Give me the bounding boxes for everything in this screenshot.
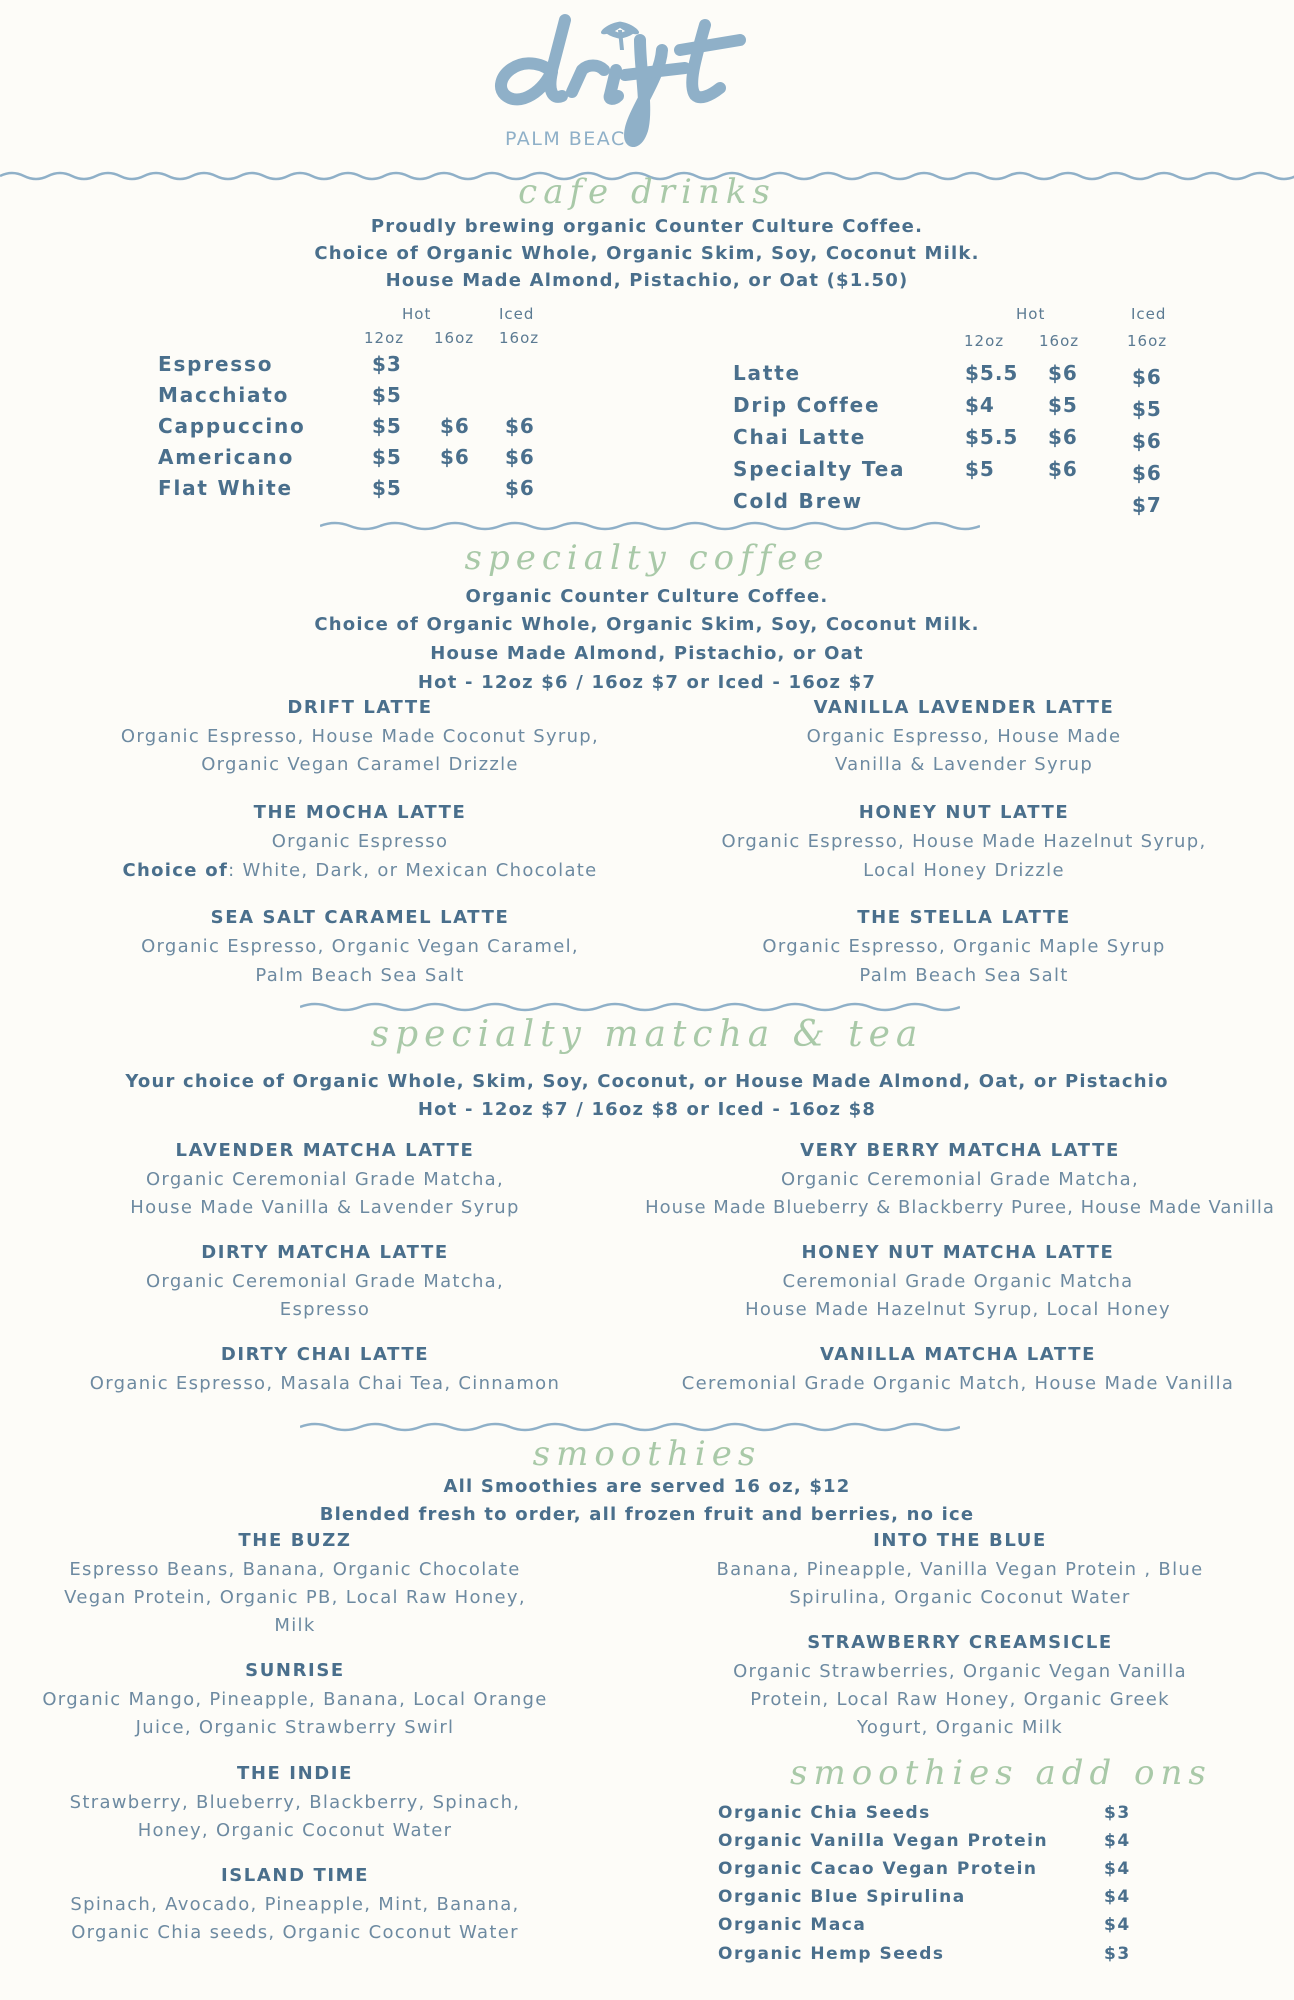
smoothies-heading: smoothies [532,1434,762,1474]
addon-name: Organic Hemp Seeds [718,1944,945,1964]
item-desc-line: Organic Espresso, House Made [806,726,1122,747]
specialty-coffee-heading: specialty coffee [464,538,830,578]
item-title: INTO THE BLUE [873,1530,1047,1551]
item-desc-line [60,857,660,885]
drink-name: Flat White [158,476,293,500]
smoothies-intro-line-2: Blended fresh to order, all frozen fruit and berries, no ice [319,1504,975,1525]
item-title: STRAWBERRY CREAMSICLE [807,1632,1113,1653]
item-desc-line: Organic Espresso, House Made Hazelnut Syrup, [721,831,1207,852]
item-title: VERY BERRY MATCHA LATTE [800,1140,1120,1161]
item-title: SUNRISE [245,1660,345,1681]
item-desc-line: Organic Espresso, House Made Coconut Syrup, [120,726,600,747]
right-hot-header: Hot [1016,305,1046,323]
left-hot-header: Hot [402,305,432,323]
price-hot-12: $5 [372,445,402,469]
price-iced-16: $6 [1132,365,1162,389]
price-hot-12: $5 [372,383,402,407]
coffee-intro-line-4: Hot - 12oz $6 / 16oz $7 or Iced - 16oz $7 [417,672,877,693]
price-hot-16: $6 [1048,457,1078,481]
item-desc-line: Organic Espresso, Masala Chai Tea, Cinnamon [89,1373,561,1394]
drink-name: Cold Brew [733,489,863,513]
item-desc-line: Organic Espresso, Organic Maple Syrup [762,936,1166,957]
right-hot-16oz: 16oz [1039,332,1080,350]
drink-name: Latte [733,361,801,385]
item-desc-line: Strawberry, Blueberry, Blackberry, Spinach, [69,1792,521,1813]
drink-name: Specialty Tea [733,457,906,481]
left-iced-header: Iced [499,305,535,323]
left-hot-12oz: 12oz [364,329,405,347]
addon-price: $4 [1104,1887,1131,1907]
smoothies-intro-line-1: All Smoothies are served 16 oz, $12 [443,1476,851,1497]
price-hot-12: $4 [965,393,995,417]
addon-price: $4 [1104,1831,1131,1851]
item-desc-line: Organic Strawberries, Organic Vegan Vanilla [733,1661,1187,1682]
left-iced-16oz: 16oz [499,329,540,347]
addons-heading: smoothies add ons [790,1753,1212,1793]
item-title: HONEY NUT LATTE [858,802,1070,823]
price-hot-12: $5.5 [965,361,1019,385]
item-desc-line: Protein, Local Raw Honey, Organic Greek [750,1689,1170,1710]
item-desc-line: House Made Vanilla & Lavender Syrup [130,1197,520,1218]
item-title: VANILLA LAVENDER LATTE [813,697,1115,718]
coffee-intro-line-1: Organic Counter Culture Coffee. [465,586,829,607]
item-title: VANILLA MATCHA LATTE [819,1344,1096,1365]
cafe-drinks-heading: cafe drinks [518,172,776,212]
price-hot-12: $5 [965,457,995,481]
item-title: DRIFT LATTE [287,697,433,718]
item-desc-line: Vanilla & Lavender Syrup [834,754,1094,775]
item-title: ISLAND TIME [220,1865,370,1886]
price-hot-16: $5 [1048,393,1078,417]
wave-divider [320,518,980,534]
drink-name: Americano [158,445,295,469]
item-desc-line: House Made Hazelnut Syrup, Local Honey [745,1299,1171,1320]
left-hot-16oz: 16oz [434,329,475,347]
price-hot-16: $6 [1048,425,1078,449]
addon-name: Organic Chia Seeds [718,1803,931,1823]
item-desc-line: Organic Ceremonial Grade Matcha, [145,1271,505,1292]
choice-of-label: Choice of [122,860,229,881]
matcha-intro-line-1: Your choice of Organic Whole, Skim, Soy, Coconut, or House Made Almond, Oat, or Pistachio [125,1071,1169,1092]
price-hot-16: $6 [440,445,470,469]
item-title: THE INDIE [236,1763,353,1784]
item-title: LAVENDER MATCHA LATTE [175,1140,475,1161]
item-desc-line: Organic Vegan Caramel Drizzle [201,754,519,775]
location-label: PALM BEACH [505,128,642,150]
price-hot-12: $5.5 [965,425,1019,449]
item-desc-line: Yogurt, Organic Milk [856,1717,1064,1738]
choice-of-text: : White, Dark, or Mexican Chocolate [228,860,598,881]
item-desc-line: Vegan Protein, Organic PB, Local Raw Honey, [64,1587,526,1608]
addon-price: $3 [1104,1803,1131,1823]
price-iced-16: $6 [1132,429,1162,453]
drink-name: Macchiato [158,383,290,407]
drink-name: Cappuccino [158,414,306,438]
item-desc-line: Banana, Pineapple, Vanilla Vegan Protein , Blue [716,1559,1204,1580]
addon-name: Organic Cacao Vegan Protein [718,1859,1038,1879]
price-iced-16: $6 [1132,461,1162,485]
item-desc-line: Organic Ceremonial Grade Matcha, [780,1169,1140,1190]
addon-price: $4 [1104,1859,1131,1879]
item-desc-line: Honey, Organic Coconut Water [137,1820,453,1841]
matcha-heading: specialty matcha & tea [370,1014,924,1055]
price-iced-16: $6 [505,414,535,438]
item-desc-line: Palm Beach Sea Salt [859,965,1069,986]
matcha-intro-line-2: Hot - 12oz $7 / 16oz $8 or Iced - 16oz $8 [417,1099,877,1120]
item-desc-line: Local Honey Drizzle [863,860,1065,881]
price-iced-16: $6 [505,445,535,469]
cafe-intro-line-2: Choice of Organic Whole, Organic Skim, Soy, Coconut Milk. [314,243,980,264]
right-iced-header: Iced [1131,305,1167,323]
item-desc-line: Organic Mango, Pineapple, Banana, Local Orange [42,1689,548,1710]
item-desc-line: Spinach, Avocado, Pineapple, Mint, Banana, [70,1894,520,1915]
price-hot-12: $3 [372,352,402,376]
price-hot-16: $6 [1048,361,1078,385]
cafe-intro-line-3: House Made Almond, Pistachio, or Oat ($1.50) [385,270,909,291]
right-hot-12oz: 12oz [964,332,1005,350]
addon-price: $3 [1104,1944,1131,1964]
price-hot-16: $6 [440,414,470,438]
right-iced-16oz: 16oz [1127,332,1168,350]
price-hot-12: $5 [372,414,402,438]
item-desc-line: Spirulina, Organic Coconut Water [789,1587,1131,1608]
item-desc-line: Espresso Beans, Banana, Organic Chocolate [69,1559,521,1580]
item-title: THE BUZZ [238,1530,352,1551]
item-desc-line: Organic Espresso, Organic Vegan Caramel, [141,936,579,957]
item-desc-line: Milk [274,1615,316,1636]
price-iced-16: $5 [1132,397,1162,421]
item-title: DIRTY CHAI LATTE [220,1344,430,1365]
price-iced-16: $6 [505,476,535,500]
item-title: THE STELLA LATTE [857,907,1071,928]
addon-name: Organic Vanilla Vegan Protein [718,1831,1049,1851]
item-desc-line: Organic Chia seeds, Organic Coconut Water [71,1922,519,1943]
addon-name: Organic Blue Spirulina [718,1887,966,1907]
item-title: SEA SALT CARAMEL LATTE [210,907,510,928]
cafe-intro-line-1: Proudly brewing organic Counter Culture Coffee. [370,216,924,237]
item-desc-line: Ceremonial Grade Organic Match, House Made Vanilla [681,1373,1235,1394]
price-iced-16: $7 [1132,493,1162,517]
item-desc-line: Juice, Organic Strawberry Swirl [135,1717,455,1738]
item-desc-line: House Made Blueberry & Blackberry Puree, House Made Vanilla [645,1197,1275,1218]
item-desc-line: Palm Beach Sea Salt [255,965,465,986]
item-title: THE MOCHA LATTE [253,802,467,823]
coffee-intro-line-2: Choice of Organic Whole, Organic Skim, Soy, Coconut Milk. [314,614,980,635]
wave-divider [300,1419,960,1435]
coffee-intro-line-3: House Made Almond, Pistachio, or Oat [430,643,864,664]
drink-name: Espresso [158,352,274,376]
price-hot-12: $5 [372,476,402,500]
item-title: DIRTY MATCHA LATTE [201,1242,449,1263]
drink-name: Chai Latte [733,425,867,449]
item-desc-line: Organic Espresso [271,831,449,852]
wave-divider [300,999,960,1015]
addon-name: Organic Maca [718,1915,867,1935]
item-title: HONEY NUT MATCHA LATTE [801,1242,1115,1263]
addon-price: $4 [1104,1915,1131,1935]
drink-name: Drip Coffee [733,393,881,417]
item-desc-line: Espresso [279,1299,371,1320]
item-desc-line: Organic Ceremonial Grade Matcha, [145,1169,505,1190]
item-desc-line: Ceremonial Grade Organic Matcha [782,1271,1134,1292]
